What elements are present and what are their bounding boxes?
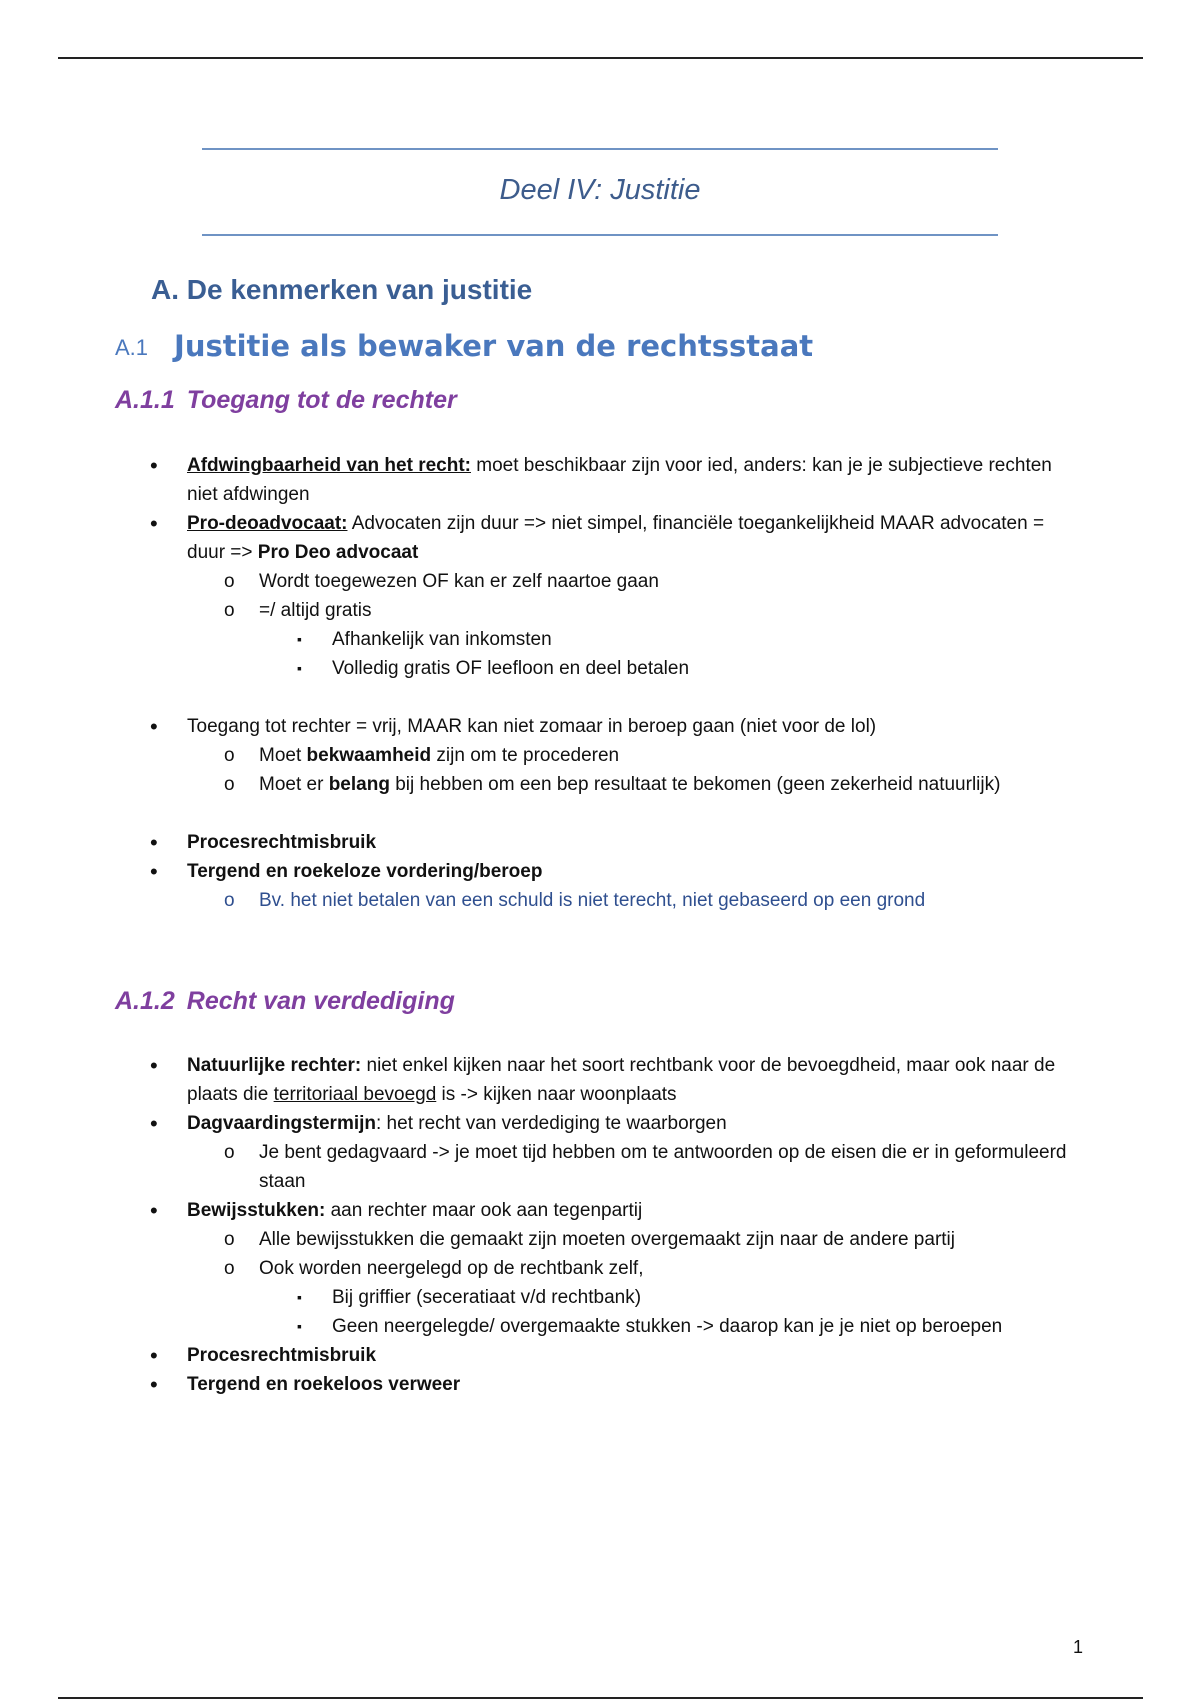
example-text: Bv. het niet betalen van een schuld is niet terecht, niet gebaseerd op een grond [259,890,926,911]
heading-a11-number: A.1.1 [115,386,175,414]
circle-marker: o [224,774,235,795]
list-item [0,1196,1087,1225]
heading-a11 [115,386,457,415]
text: Moet [259,745,307,766]
list-item [0,1051,1087,1109]
spacer [0,799,1200,828]
text: Ook worden neergelegd op de rechtbank zelf, [259,1258,644,1279]
spacer [0,683,1200,712]
bold-text: Pro Deo advocaat [257,542,419,563]
heading-a1-number: A.1 [115,335,149,360]
heading-a: A. De kenmerken van justitie [151,274,533,305]
text: Volledig gratis OF leefloon en deel betalen [332,658,690,679]
list-item [0,596,1079,625]
bullet-marker: • [150,511,158,536]
header-rule [58,57,1143,59]
text: niet enkel kijken naar het soort rechtbank voor de bevoegdheid, maar ook naar de plaats die [187,1055,1056,1105]
circle-marker: o [224,1142,235,1163]
circle-marker: o [224,890,235,911]
list-item [0,1225,1079,1254]
heading-a12-text: Recht van verdediging [186,987,455,1015]
bullet-marker: • [150,453,158,478]
bold-text: Procesrechtmisbruik [187,1345,377,1366]
list-item [0,1254,1079,1283]
list-item [0,1370,1087,1399]
text: Advocaten zijn duur => niet simpel, financiële toegankelijkheid MAAR advocaten = duur => [187,513,1045,563]
list-item [0,741,1079,770]
term: Dagvaardingstermijn [187,1113,376,1134]
square-marker: ▪ [297,1318,302,1334]
text: Afhankelijk van inkomsten [332,629,552,650]
square-marker: ▪ [297,631,302,647]
text: Bij griffier (seceratiaat v/d rechtbank) [332,1287,642,1308]
bold-text: belang [328,774,390,795]
heading-a12-number: A.1.2 [115,987,175,1015]
text: =/ altijd gratis [259,600,372,621]
text: Wordt toegewezen OF kan er zelf naartoe gaan [259,571,659,592]
bullet-marker: • [150,830,158,855]
circle-marker: o [224,600,235,621]
text: : het recht van verdediging te waarborgen [376,1113,727,1134]
text: Toegang tot rechter = vrij, MAAR kan niet zomaar in beroep gaan (niet voor de lol) [187,716,877,737]
circle-marker: o [224,571,235,592]
list-item [0,857,1087,886]
title-box [202,148,998,236]
list-item [0,886,1079,915]
heading-a12 [115,987,455,1016]
bold-text: Procesrechtmisbruik [187,832,377,853]
list-item [0,509,1087,567]
circle-marker: o [224,1229,235,1250]
text: moet beschikbaar zijn voor ied, anders: kan je je subjectieve rechten niet afdwingen [187,455,1052,505]
bold-text: Tergend en roekeloos verweer [187,1374,461,1395]
bullet-marker: • [150,1372,158,1397]
text: Alle bewijsstukken die gemaakt zijn moeten overgemaakt zijn naar de andere partij [259,1229,955,1250]
term: Natuurlijke rechter: [187,1055,362,1076]
section-1-list [0,451,1200,915]
text: bij hebben om een bep resultaat te bekomen (geen zekerheid natuurlijk) [389,774,1001,795]
footer-rule [58,1697,1143,1699]
list-item [0,712,1087,741]
section-2-list [0,1051,1200,1399]
document-title: Deel IV: Justitie [499,174,701,206]
bullet-marker: • [150,1111,158,1136]
text: Geen neergelegde/ overgemaakte stukken -> daarop kan je je niet op beroepen [332,1316,1003,1337]
text: aan rechter maar ook aan tegenpartij [325,1200,643,1221]
bold-text: bekwaamheid [306,745,432,766]
bullet-marker: • [150,1053,158,1078]
bold-text: Tergend en roekeloze vordering/beroep [187,861,543,882]
bullet-marker: • [150,1198,158,1223]
text: zijn om te procederen [431,745,620,766]
text: is -> kijken naar woonplaats [436,1084,677,1105]
list-item [0,1109,1087,1138]
list-item [0,828,1087,857]
list-item [0,451,1087,509]
bullet-marker: • [150,714,158,739]
list-item [0,1312,1092,1341]
heading-a1 [115,329,813,363]
circle-marker: o [224,745,235,766]
list-item [0,625,1092,654]
underlined-text: territoriaal bevoegd [273,1084,437,1105]
heading-a1-text: Justitie als bewaker van de rechtsstaat [174,329,814,363]
square-marker: ▪ [297,1289,302,1305]
list-item [0,1341,1087,1370]
term: Pro-deoadvocaat: [187,513,348,534]
square-marker: ▪ [297,660,302,676]
text: Je bent gedagvaard -> je moet tijd hebben om te antwoorden op de eisen die er in geformuleerd staan [259,1142,1067,1192]
circle-marker: o [224,1258,235,1279]
list-item [0,567,1079,596]
list-item [0,1283,1092,1312]
term: Afdwingbaarheid van het recht: [187,455,471,476]
list-item [0,770,1079,799]
term: Bewijsstukken: [187,1200,326,1221]
text: Moet er [259,774,329,795]
page-number: 1 [1073,1637,1084,1657]
list-item [0,654,1092,683]
bullet-marker: • [150,859,158,884]
list-item [0,1138,1079,1196]
bullet-marker: • [150,1343,158,1368]
heading-a11-text: Toegang tot de rechter [186,386,457,414]
